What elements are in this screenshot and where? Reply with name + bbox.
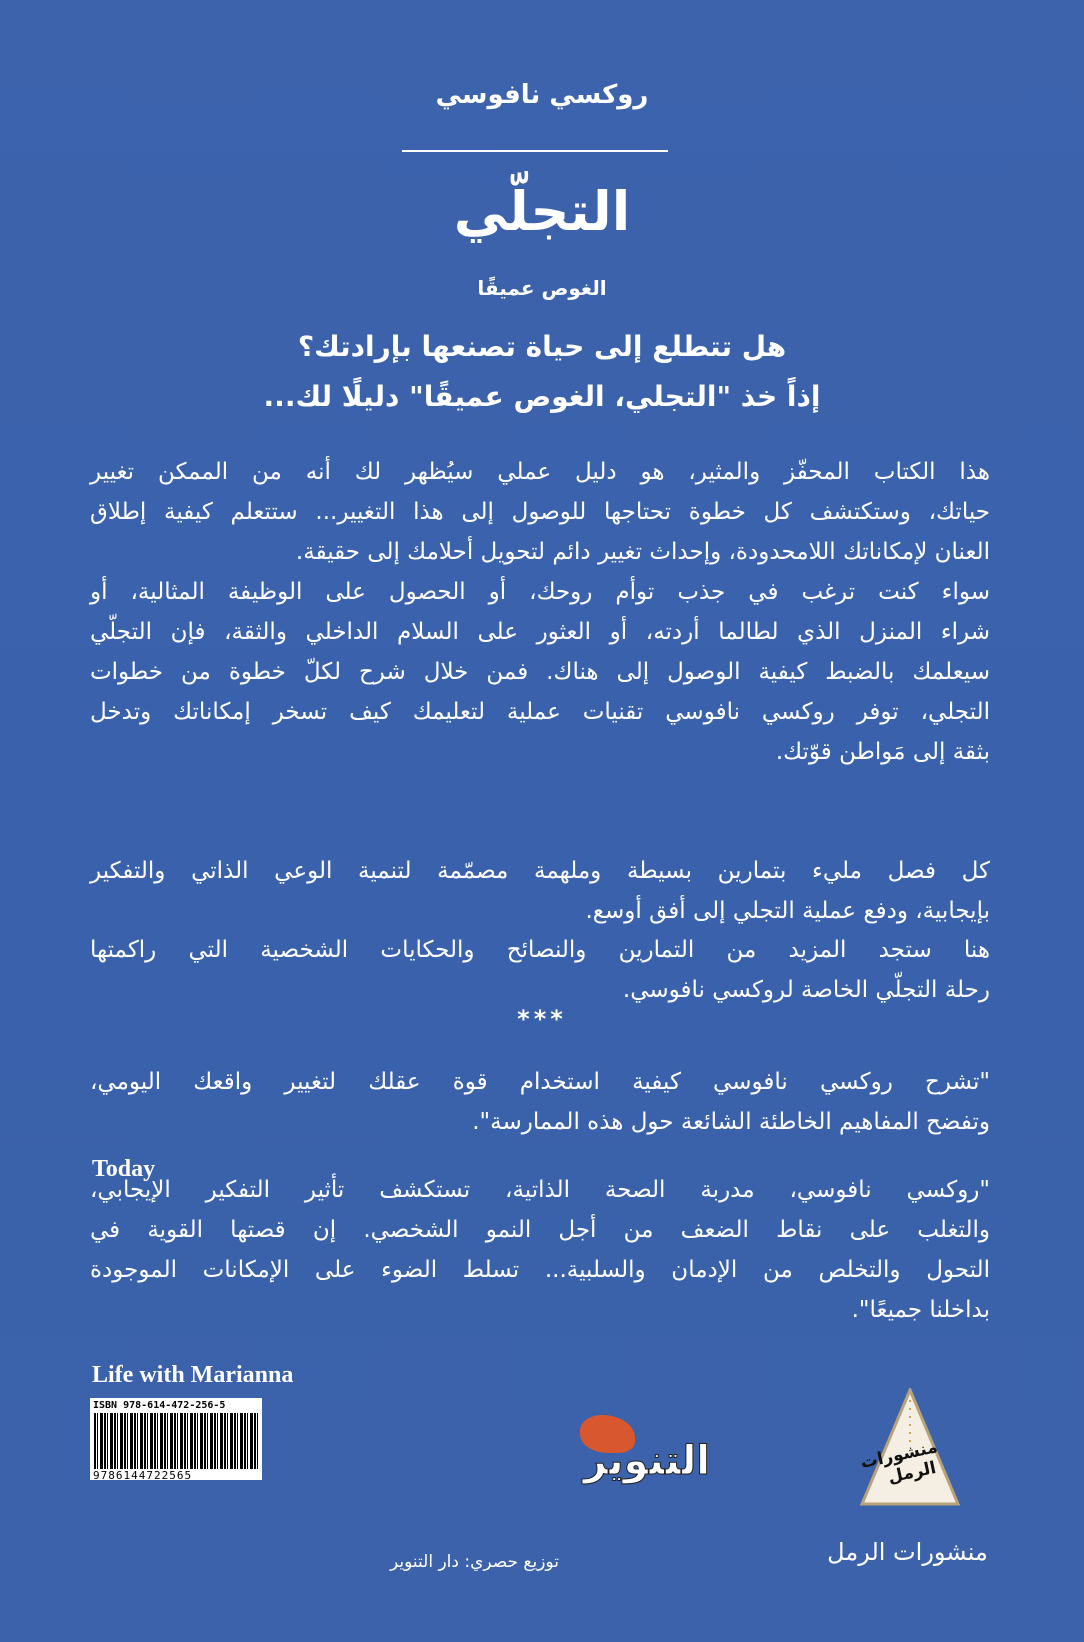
- divider: [402, 150, 668, 152]
- publisher-logo: [858, 1388, 962, 1512]
- text-line: بإيجابية، ودفع عملية التجلي إلى أفق أوسع.: [585, 898, 990, 924]
- text-line: وتفضح المفاهيم الخاطئة الشائعة حول هذه الممارسة".: [472, 1109, 990, 1135]
- paragraph-1: [90, 452, 990, 572]
- text-line: التحول والتخلص من الإدمان والسلبية... تسلط الضوء على الإمكانات الموجودة: [90, 1257, 990, 1283]
- text-line: بداخلنا جميعًا".: [851, 1297, 990, 1323]
- author-name: روكسي نافوسي: [435, 80, 649, 110]
- isbn-number: ISBN 978-614-472-256-5: [93, 1400, 226, 1411]
- review-source-1: Today: [92, 1156, 156, 1182]
- text-line: "روكسي نافوسي، مدربة الصحة الذاتية، تستكشف تأثير التفكير الإيجابي،: [90, 1177, 990, 1203]
- text-line: سيعلمك بالضبط كيفية الوصول إلى هناك. فمن خلال شرح لكلّ خطوة من خطوات: [90, 659, 990, 685]
- text-line: هنا ستجد المزيد من التمارين والنصائح والحكايات الشخصية التي راكمتها: [90, 937, 990, 963]
- text-line: شراء المنزل الذي لطالما أردته، أو العثور على السلام الداخلي والثقة، فإن التجلّي: [90, 619, 990, 645]
- barcode-bars: [94, 1413, 258, 1469]
- distributor-logo-text: التنوير: [583, 1438, 710, 1484]
- distribution-note: توزيع حصري: دار التنوير: [390, 1552, 559, 1572]
- publisher-logo-text: منشورات الرمل: [858, 1437, 940, 1488]
- review-quote-2: [90, 1170, 990, 1330]
- review-quote-1: [90, 1062, 990, 1142]
- isbn-barcode: [90, 1398, 262, 1480]
- text-line: رحلة التجلّي الخاصة لروكسي نافوسي.: [622, 977, 990, 1003]
- tagline-question: هل تتطلع إلى حياة تصنعها بإرادتك؟: [297, 330, 787, 363]
- text-line: هذا الكتاب المحفّز والمثير، هو دليل عملي سيُظهر لك أنه من الممكن تغيير: [90, 459, 990, 485]
- tagline-answer: إذاً خذ "التجلي، الغوص عميقًا" دليلًا لك...: [263, 380, 821, 413]
- book-subtitle: الغوص عميقًا: [477, 276, 607, 300]
- text-line: كل فصل مليء بتمارين بسيطة وملهمة مصمّمة لتنمية الوعي الذاتي والتفكير: [90, 858, 990, 884]
- book-title: التجلّي: [453, 180, 631, 243]
- publisher-name: منشورات الرمل: [827, 1538, 988, 1566]
- text-line: بثقة إلى مَواطن قوّتك.: [775, 739, 990, 765]
- paragraph-2: [90, 572, 990, 772]
- distributor-logo: [575, 1410, 710, 1500]
- text-line: حياتك، وستكتشف كل خطوة تحتاجها للوصول إلى هذا التغيير... ستتعلم كيفية إطلاق: [90, 499, 990, 525]
- text-line: العنان لإمكاناتك اللامحدودة، وإحداث تغيير دائم لتحويل أحلامك إلى حقيقة.: [295, 539, 990, 565]
- paragraph-3: [90, 851, 990, 931]
- separator-stars: ***: [517, 1005, 567, 1033]
- text-line: سواء كنت ترغب في جذب توأم روحك، أو الحصول على الوظيفة المثالية، أو: [90, 579, 990, 605]
- text-line: والتغلب على نقاط الضعف من أجل النمو الشخصي. إن قصتها القوية في: [90, 1217, 990, 1243]
- review-source-2: Life with Marianna: [92, 1362, 294, 1388]
- paragraph-4: [90, 930, 990, 1010]
- text-line: التجلي، توفر روكسي نافوسي تقنيات عملية لتعليمك كيف تسخر إمكاناتك وتدخل: [90, 699, 990, 725]
- text-line: "تشرح روكسي نافوسي كيفية استخدام قوة عقلك لتغيير واقعك اليومي،: [90, 1069, 990, 1095]
- ean-number: 9786144722565: [93, 1469, 193, 1482]
